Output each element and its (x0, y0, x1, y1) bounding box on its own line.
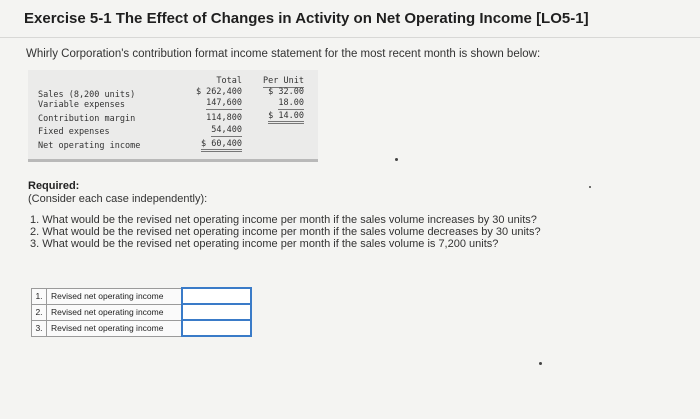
answer-row (32, 320, 252, 336)
required-heading: Required: (28, 180, 80, 192)
col-header-total: Total (216, 76, 242, 86)
required-subheading: (Consider each case independently): (28, 193, 208, 205)
answer-label: Revised net operating income (47, 304, 183, 320)
answer-row (32, 288, 252, 304)
contribution-total: 114,800 (206, 113, 242, 123)
answer-label: Revised net operating income (47, 288, 183, 304)
answer-number: 1. (32, 288, 47, 304)
question-3: 3. What would be the revised net operating income per month if the sales volume is 7,200 units? (30, 238, 499, 250)
question-1: 1. What would be the revised net operating income per month if the sales volume increases by 30 units? (30, 214, 537, 226)
row-label-variable: Variable expenses (38, 100, 125, 110)
title-divider (0, 37, 700, 38)
answer-2-input-cell[interactable] (182, 304, 251, 320)
variable-total: 147,600 (206, 98, 242, 108)
row-label-contribution: Contribution margin (38, 114, 136, 124)
question-2: 2. What would be the revised net operating income per month if the sales volume decreases by 30 units? (30, 226, 541, 238)
answer-number: 2. (32, 304, 47, 320)
answer-number: 3. (32, 320, 47, 336)
intro-text: Whirly Corporation's contribution format income statement for the most recent month is shown below: (26, 48, 541, 60)
noi-total: $ 60,400 (201, 139, 242, 152)
stray-mark (589, 186, 591, 188)
fixed-total: 54,400 (211, 125, 242, 135)
row-label-noi: Net operating income (38, 141, 141, 151)
answer-label: Revised net operating income (47, 320, 183, 336)
sales-per-unit: $ 32.00 (268, 87, 304, 97)
stray-mark (539, 362, 542, 365)
row-label-fixed: Fixed expenses (38, 127, 110, 137)
answer-2-input[interactable] (183, 306, 250, 318)
income-statement (28, 70, 318, 162)
row-label-sales: Sales (8,200 units) (38, 90, 136, 100)
answer-table (31, 287, 252, 337)
stray-mark (395, 158, 398, 161)
answer-1-input[interactable] (183, 290, 250, 302)
col-header-per-unit: Per Unit (263, 76, 304, 86)
page-title: Exercise 5-1 The Effect of Changes in Activity on Net Operating Income [LO5-1] (24, 10, 589, 27)
answer-3-input-cell[interactable] (182, 320, 251, 336)
variable-per-unit: 18.00 (278, 98, 304, 108)
answer-3-input[interactable] (183, 322, 250, 334)
answer-row (32, 304, 252, 320)
answer-1-input-cell[interactable] (182, 288, 251, 304)
contribution-per-unit: $ 14.00 (268, 111, 304, 124)
sales-total: $ 262,400 (195, 87, 242, 97)
